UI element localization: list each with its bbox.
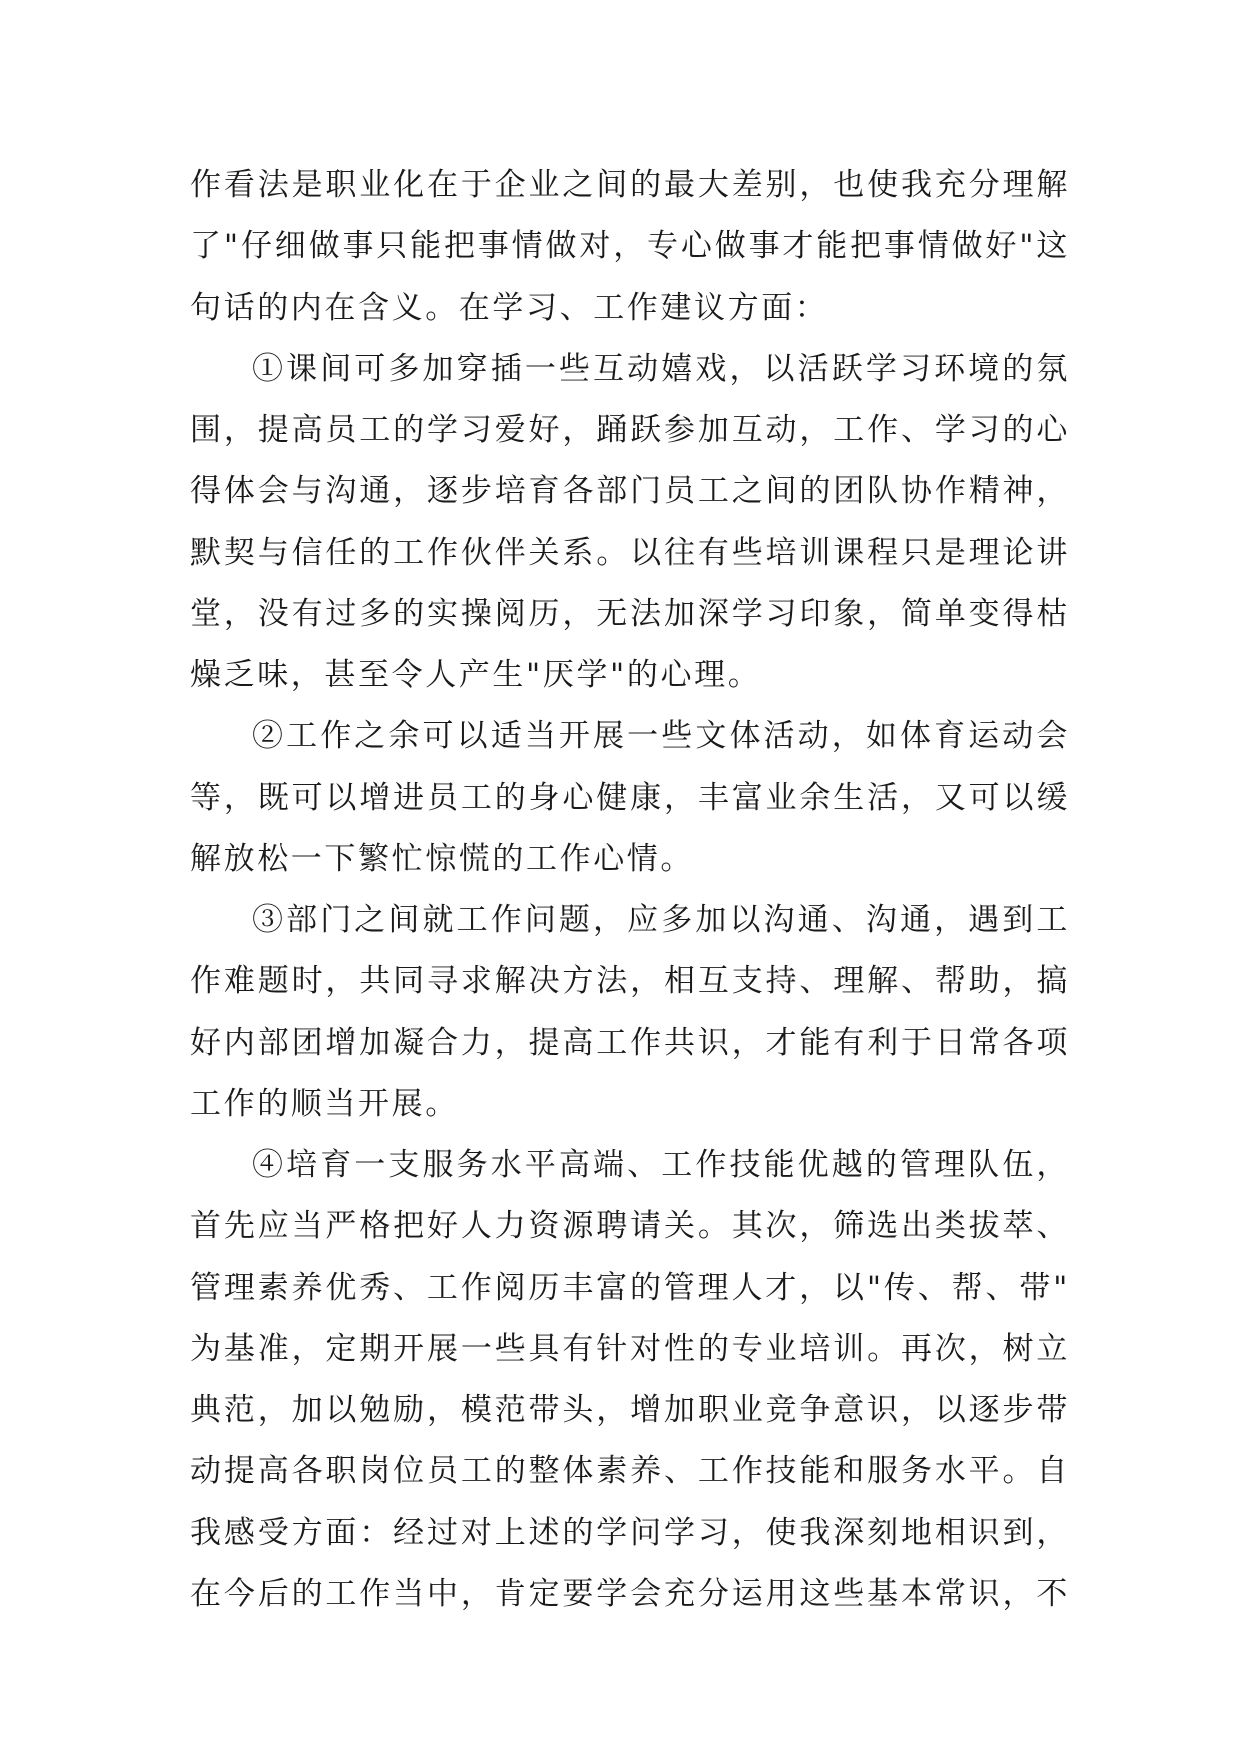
body-text [190, 155, 1070, 1625]
text-line: 围，提高员工的学习爱好，踊跃参加互动，工作、学习的心 [190, 412, 1070, 448]
text-line: 堂，没有过多的实操阅历，无法加深学习印象，简单变得枯 [190, 595, 1070, 632]
text-line: ④培育一支服务水平高端、工作技能优越的管理队伍， [252, 1147, 1070, 1183]
text-line: 典范，加以勉励，模范带头，增加职业竞争意识，以逐步带 [190, 1392, 1070, 1428]
text-line: 作看法是职业化在于企业之间的最大差别，也使我充分理解 [190, 167, 1070, 203]
text-line: 在今后的工作当中，肯定要学会充分运用这些基本常识，不 [190, 1575, 1070, 1612]
text-line: ②工作之余可以适当开展一些文体活动，如体育运动会 [252, 718, 1070, 755]
text-line: 动提高各职岗位员工的整体素养、工作技能和服务水平。自 [190, 1453, 1070, 1490]
text-line: 燥乏味，甚至令人产生"厌学"的心理。 [190, 657, 762, 693]
text-line: 工作的顺当开展。 [190, 1085, 459, 1122]
text-line: 默契与信任的工作伙伴关系。以往有些培训课程只是理论讲 [190, 534, 1070, 571]
text-line: 我感受方面：经过对上述的学问学习，使我深刻地相识到， [190, 1514, 1070, 1551]
text-line: 好内部团增加凝合力，提高工作共识，才能有利于日常各项 [190, 1024, 1070, 1061]
text-line: 等，既可以增进员工的身心健康，丰富业余生活，又可以缓 [190, 779, 1070, 816]
text-line: 句话的内在含义。在学习、工作建议方面： [190, 289, 829, 326]
text-line: 首先应当严格把好人力资源聘请关。其次，筛选出类拔萃、 [190, 1208, 1070, 1245]
text-line: 得体会与沟通，逐步培育各部门员工之间的团队协作精神， [190, 473, 1070, 510]
text-line: 为基准，定期开展一些具有针对性的专业培训。再次，树立 [190, 1330, 1070, 1367]
text-line: ①课间可多加穿插一些互动嬉戏，以活跃学习环境的氛 [252, 350, 1070, 387]
text-line: 管理素养优秀、工作阅历丰富的管理人才，以"传、帮、带" [190, 1269, 1070, 1306]
text-line: ③部门之间就工作问题，应多加以沟通、沟通，遇到工 [252, 902, 1070, 938]
text-line: 了"仔细做事只能把事情做对，专心做事才能把事情做好"这 [190, 228, 1070, 265]
text-line: 作难题时，共同寻求解决方法，相互支持、理解、帮助，搞 [190, 963, 1070, 1000]
text-line: 解放松一下繁忙惊慌的工作心情。 [190, 840, 694, 877]
